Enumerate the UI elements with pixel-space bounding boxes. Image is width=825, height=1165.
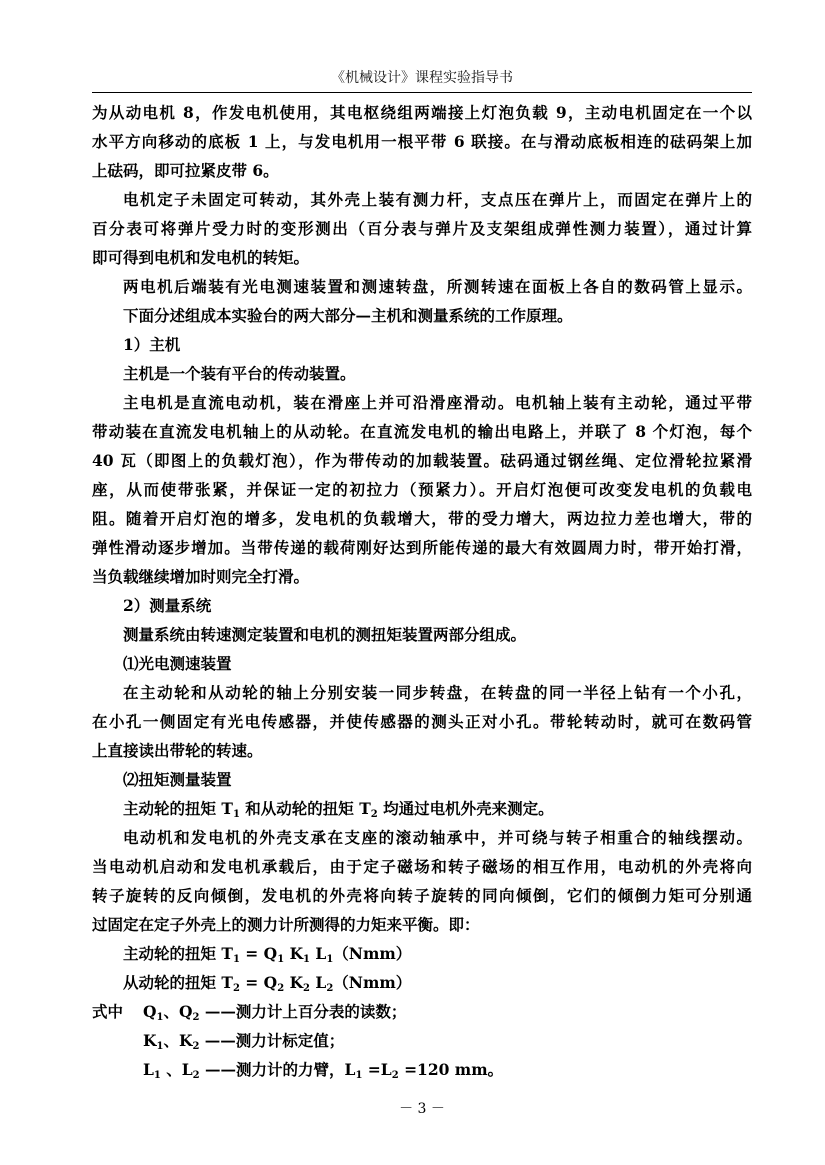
footnote-head: 式中 bbox=[92, 1002, 124, 1021]
text-line: 电动机和发电机的外壳支承在支座的滚动轴承中，并可绕与转子相重合的轴线摆动。 bbox=[123, 828, 752, 847]
torque-sentence: 主动轮的扭矩 $T_1$ 和从动轮的扭矩 $T_2$ 均通过电机外壳来测定。 bbox=[123, 799, 554, 820]
header-rule bbox=[92, 92, 752, 93]
page-body bbox=[92, 98, 752, 1084]
text-line: 主机是一个装有平台的传动装置。 bbox=[123, 364, 356, 383]
text-line: 百分表可将弹片受力时的变形测出（百分表与弹片及支架组成弹性测力装置），通过计算 bbox=[92, 219, 752, 238]
text-line: 下面分述组成本实验台的两大部分—主机和测量系统的工作原理。 bbox=[123, 306, 573, 325]
subsection-heading: ⑵扭矩测量装置 bbox=[123, 770, 232, 789]
text-line: 当负载继续增加时则完全打滑。 bbox=[92, 567, 310, 586]
text-line: 40 瓦（即图上的负载灯泡），作为带传动的加载装置。砝码通过钢丝绳、定位滑轮拉紧滑 bbox=[92, 451, 752, 470]
footnote-q: 式中 $Q_1$、$Q_2$ ——测力计上百分表的读数； bbox=[92, 997, 752, 1026]
text-line: 当电动机启动和发电机承载后，由于定子磁场和转子磁场的相互作用，电动机的外壳将向 bbox=[92, 857, 752, 876]
text-line: 主电机是直流电动机，装在滑座上并可沿滑座滑动。电机轴上装有主动轮，通过平带 bbox=[123, 393, 752, 412]
text-line: 电机定子未固定可转动，其外壳上装有测力杆，支点压在弹片上，而固定在弹片上的 bbox=[123, 190, 752, 209]
page-number: － 3 － bbox=[399, 1101, 445, 1117]
text-line: 转子旋转的反向倾倒，发电机的外壳将向转子旋转的同向倾倒，它们的倾倒力矩可分别通 bbox=[92, 886, 752, 905]
text-line: 过固定在定子外壳上的测力计所测得的力矩来平衡。即： bbox=[92, 915, 480, 934]
text-line: 在小孔一侧固定有光电传感器，并使传感器的测头正对小孔。带轮转动时，就可在数码管 bbox=[92, 712, 752, 731]
formula-driving-torque: 主动轮的扭矩 $T_1 = Q_1$ $K_1$ $L_1(Nmm)$ bbox=[123, 944, 412, 965]
section-heading: 2）测量系统 bbox=[123, 596, 212, 615]
text-line: 上直接读出带轮的转速。 bbox=[92, 741, 263, 760]
footnote-l: $L_1$ 、$L_2$ ——测力计的力臂，$L_1 =L_2 =120$ mm。 bbox=[143, 1060, 504, 1081]
text-line: 为从动电机 8，作发电机使用，其电枢绕组两端接上灯泡负载 9，主动电机固定在一个以 bbox=[92, 103, 752, 122]
footnote-k: $K_1$、$K_2$ ——测力计标定值； bbox=[143, 1031, 345, 1052]
text-line: 在主动轮和从动轮的轴上分别安装一同步转盘，在转盘的同一半径上钻有一个小孔， bbox=[123, 683, 752, 702]
text-line: 测量系统由转速测定装置和电机的测扭矩装置两部分组成。 bbox=[123, 625, 527, 644]
section-heading: 1）主机 bbox=[123, 335, 181, 354]
subsection-heading: ⑴光电测速装置 bbox=[123, 654, 232, 673]
text-line: 座，从而使带张紧，并保证一定的初拉力（预紧力）。开启灯泡便可改变发电机的负载电 bbox=[92, 480, 752, 499]
text-line: 水平方向移动的底板 1 上，与发电机用一根平带 6 联接。在与滑动底板相连的砝码架上加 bbox=[92, 132, 752, 151]
text-line: 弹性滑动逐步增加。当带传递的载荷刚好达到所能传递的最大有效圆周力时，带开始打滑， bbox=[92, 538, 752, 557]
text-line: 两电机后端装有光电测速装置和测速转盘，所测转速在面板上各自的数码管上显示。 bbox=[123, 277, 752, 296]
text-line: 带动装在直流发电机轴上的从动轮。在直流发电机的输出电路上，并联了 8 个灯泡，每个 bbox=[92, 422, 752, 441]
formula-driven-torque: 从动轮的扭矩 $T_2 = Q_2$ $K_2$ $L_2(Nmm)$ bbox=[123, 973, 412, 994]
text-line: 阻。随着开启灯泡的增多，发电机的负载增大，带的受力增大，两边拉力差也增大，带的 bbox=[92, 509, 752, 528]
text-line: 即可得到电机和发电机的转矩。 bbox=[92, 248, 310, 267]
text-line: 上砝码，即可拉紧皮带 6。 bbox=[92, 161, 279, 180]
running-header: 《机械设计》课程实验指导书 bbox=[331, 70, 513, 86]
